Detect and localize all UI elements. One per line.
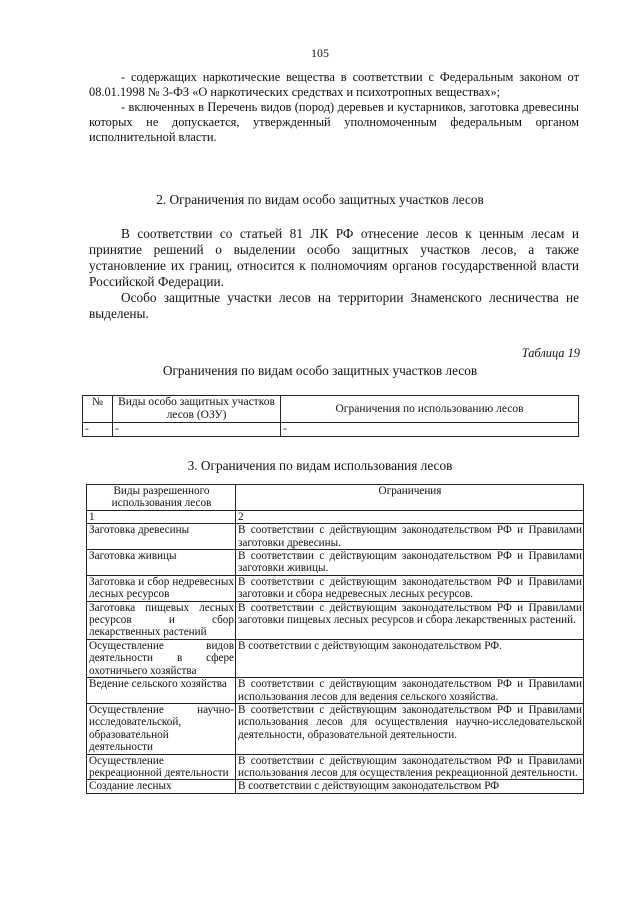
table-cell: - [281,423,579,437]
table-row [87,575,584,601]
header-cell-limits: Ограничения по использованию лесов [281,396,579,423]
usage-kind-cell: Осуществление научно-исследовательской, образовательной деятельности [87,703,236,754]
table-19-title: Ограничения по видам особо защитных участков лесов [162,363,478,378]
usage-kind-cell: Заготовка и сбор недревесных лесных ресурсов [87,575,236,601]
header-cell-ozu: Виды особо защитных участков лесов (ОЗУ) [113,396,281,423]
table-cell: - [113,423,281,437]
table-cell: - [83,423,113,437]
table-row [87,678,584,704]
table-row [87,550,584,576]
usage-kind-cell: Осуществление рекреационной деятельности [87,754,236,780]
table-row [87,703,584,754]
usage-limit-cell: В соответствии с действующим законодательством РФ. [236,639,584,677]
table-row [87,780,584,793]
table-19-label: Таблица 19 [521,346,580,360]
paragraph: В соответствии со статьей 81 ЛК РФ отнесение лесов к ценным лесам и принятие решений о выделении особо защитных участков лесов, а также установление их границ, относится к полномочиям органов государственной власти Российской Федерации. [89,226,579,289]
header-cell-kind: Виды разрешенного использования лесов [87,485,236,511]
usage-limit-cell: В соответствии с действующим законодательством РФ и Правилами использования лесов для осуществления рекреационной деятельности. [236,754,584,780]
usage-kind-cell: Заготовка древесины [87,524,236,550]
section-3-heading: 3. Ограничения по видам использования лесов [187,458,453,473]
usage-limit-cell: В соответствии с действующим законодательством РФ [236,780,584,793]
usage-limit-cell: В соответствии с действующим законодательством РФ и Правилами заготовки живицы. [236,550,584,576]
usage-limit-cell: В соответствии с действующим законодательством РФ и Правилами заготовки древесины. [236,524,584,550]
page-number: 105 [311,46,329,60]
usage-limit-cell: В соответствии с действующим законодательством РФ и Правилами использования лесов для осуществления научно-исследовательской деятельности, образовательной деятельности. [236,703,584,754]
usage-kind-cell: Осуществление видов деятельности в сфере охотничьего хозяйства [87,639,236,677]
header-cell-limits: Ограничения [236,485,584,511]
usage-kind-cell: Заготовка пищевых лесных ресурсов и сбор лекарственных растений [87,601,236,639]
table-row [87,601,584,639]
paragraph: Особо защитные участки лесов на территории Знаменского лесничества не выделены. [89,290,579,321]
usage-kind-cell: Заготовка живицы [87,550,236,576]
usage-kind-cell: Ведение сельского хозяйства [87,678,236,704]
section-2-body [89,226,579,322]
bullet-item: - включенных в Перечень видов (пород) деревьев и кустарников, заготовка древесины которых не допускается, утвержденный уполномоченным федеральным органом исполнительной власти. [89,100,579,144]
bullet-list [89,70,579,145]
column-number-row [87,510,584,523]
column-number-cell: 1 [87,510,236,523]
header-cell-number: № [83,396,113,423]
table-header-row [83,396,579,423]
usage-limit-cell: В соответствии с действующим законодательством РФ и Правилами заготовки пищевых лесных ресурсов и сбора лекарственных растений. [236,601,584,639]
usage-limit-cell: В соответствии с действующим законодательством РФ и Правилами использования лесов для ведения сельского хозяйства. [236,678,584,704]
section-2-heading: 2. Ограничения по видам особо защитных участков лесов [156,192,484,207]
bullet-item: - содержащих наркотические вещества в соответствии с Федеральным законом от 08.01.1998 № 3-ФЗ «О наркотических средствах и психотропных веществах»; [89,70,579,99]
table-row [87,754,584,780]
usage-kind-cell: Создание лесных [87,780,236,793]
table-row [83,423,579,437]
table-row [87,639,584,677]
table-usage-limits [86,484,584,794]
column-number-cell: 2 [236,510,584,523]
table-row [87,524,584,550]
table-header-row [87,485,584,511]
usage-limit-cell: В соответствии с действующим законодательством РФ и Правилами заготовки и сбора недревесных лесных ресурсов. [236,575,584,601]
table-19 [82,395,579,437]
